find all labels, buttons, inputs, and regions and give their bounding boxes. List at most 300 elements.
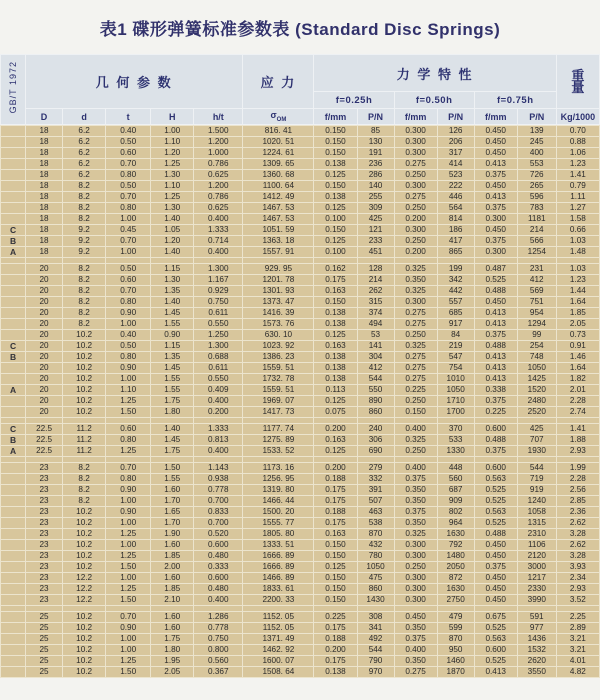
data-cell: 1.82: [557, 374, 599, 384]
data-cell: 0.80: [106, 435, 150, 445]
data-cell: 0.400: [395, 463, 437, 473]
data-cell: 507: [358, 496, 394, 506]
data-cell: 1666. 89: [243, 562, 313, 572]
data-cell: 20: [26, 374, 62, 384]
data-cell: 0.600: [475, 463, 517, 473]
data-cell: 306: [358, 435, 394, 445]
data-cell: 3990: [518, 595, 556, 605]
data-cell: 0.70: [106, 286, 150, 296]
data-cell: 475: [358, 573, 394, 583]
data-cell: 550: [358, 385, 394, 395]
series-marker-cell: [1, 126, 25, 136]
data-cell: 0.325: [395, 264, 437, 274]
data-cell: 0.375: [475, 330, 517, 340]
data-cell: 0.375: [475, 396, 517, 406]
data-cell: 0.563: [475, 634, 517, 644]
data-cell: 1240: [518, 496, 556, 506]
series-marker-cell: [1, 308, 25, 318]
data-cell: 1050: [358, 562, 394, 572]
data-cell: 964: [438, 518, 474, 528]
data-cell: 0.600: [475, 645, 517, 655]
data-cell: 970: [358, 667, 394, 677]
table-row: [1, 341, 599, 351]
data-cell: 1.25: [151, 192, 193, 202]
data-cell: 1.75: [151, 446, 193, 456]
data-cell: 286: [358, 170, 394, 180]
data-cell: 0.375: [395, 507, 437, 517]
data-cell: 10.2: [63, 667, 105, 677]
data-cell: 0.90: [151, 330, 193, 340]
data-cell: 0.450: [475, 181, 517, 191]
data-cell: 1010: [438, 374, 474, 384]
data-cell: 0.700: [194, 518, 242, 528]
data-cell: 8.2: [63, 264, 105, 274]
data-cell: 12.2: [63, 595, 105, 605]
data-cell: 1.10: [151, 137, 193, 147]
data-cell: 0.250: [395, 170, 437, 180]
data-cell: 0.70: [106, 463, 150, 473]
data-cell: 0.138: [314, 308, 356, 318]
data-cell: 0.163: [314, 435, 356, 445]
data-cell: 3.28: [557, 529, 599, 539]
data-cell: 553: [518, 159, 556, 169]
table-row: [1, 623, 599, 633]
data-cell: 10.2: [63, 540, 105, 550]
data-cell: 1.50: [151, 463, 193, 473]
data-cell: 977: [518, 623, 556, 633]
data-cell: 479: [438, 612, 474, 622]
data-cell: 754: [438, 363, 474, 373]
data-cell: 219: [438, 341, 474, 351]
data-cell: 0.625: [194, 170, 242, 180]
data-cell: 23: [26, 474, 62, 484]
data-cell: 0.125: [314, 446, 356, 456]
data-cell: 0.333: [194, 562, 242, 572]
data-cell: 10.2: [63, 374, 105, 384]
data-cell: 1.60: [151, 540, 193, 550]
data-cell: 121: [358, 225, 394, 235]
data-cell: 1.00: [106, 319, 150, 329]
data-cell: 332: [358, 474, 394, 484]
data-cell: 0.50: [106, 137, 150, 147]
data-cell: 0.786: [194, 159, 242, 169]
data-cell: 6.2: [63, 170, 105, 180]
data-cell: 0.200: [314, 645, 356, 655]
data-cell: 0.400: [395, 645, 437, 655]
data-cell: 417: [438, 236, 474, 246]
series-marker-cell: [1, 656, 25, 666]
series-marker-cell: [1, 540, 25, 550]
data-cell: 1.200: [194, 137, 242, 147]
table-row: [1, 126, 599, 136]
data-cell: 199: [438, 264, 474, 274]
data-cell: 0.778: [194, 485, 242, 495]
data-cell: 0.138: [314, 352, 356, 362]
data-cell: 1.45: [151, 308, 193, 318]
table-row: [1, 496, 599, 506]
series-marker-cell: [1, 170, 25, 180]
data-cell: 0.70: [106, 192, 150, 202]
data-cell: 0.91: [557, 341, 599, 351]
data-cell: 0.150: [314, 573, 356, 583]
data-cell: 10.2: [63, 363, 105, 373]
data-cell: 10.2: [63, 385, 105, 395]
series-marker-cell: [1, 496, 25, 506]
data-cell: 3.28: [557, 551, 599, 561]
data-cell: 0.786: [194, 192, 242, 202]
data-cell: 1.25: [106, 396, 150, 406]
data-cell: 0.750: [194, 634, 242, 644]
table-row: [1, 170, 599, 180]
data-cell: 10.2: [63, 330, 105, 340]
data-cell: 141: [358, 341, 394, 351]
spring-table-header: [0, 54, 600, 125]
data-cell: 0.375: [475, 236, 517, 246]
data-cell: 8.2: [63, 308, 105, 318]
series-marker-cell: [1, 584, 25, 594]
data-cell: 0.400: [395, 424, 437, 434]
data-cell: 0.450: [475, 137, 517, 147]
data-cell: 139: [518, 126, 556, 136]
data-cell: 0.73: [557, 330, 599, 340]
data-cell: 1319. 80: [243, 485, 313, 495]
data-cell: 1430: [358, 595, 394, 605]
series-marker-cell: [1, 203, 25, 213]
data-cell: 0.175: [314, 656, 356, 666]
data-cell: 18: [26, 247, 62, 257]
table-row: [1, 645, 599, 655]
data-cell: 0.125: [314, 396, 356, 406]
data-cell: 1.06: [557, 148, 599, 158]
data-cell: 0.188: [314, 634, 356, 644]
standard-label: GB/T 1972: [1, 55, 25, 124]
data-cell: 0.400: [194, 214, 242, 224]
table-row: [1, 275, 599, 285]
data-cell: 18: [26, 170, 62, 180]
series-marker-cell: [1, 407, 25, 417]
data-cell: 1532: [518, 645, 556, 655]
data-cell: 1201. 78: [243, 275, 313, 285]
data-cell: 0.250: [395, 330, 437, 340]
data-cell: 1436: [518, 634, 556, 644]
data-cell: 1.58: [557, 214, 599, 224]
table-row: [1, 529, 599, 539]
data-cell: 23: [26, 485, 62, 495]
data-cell: 442: [438, 286, 474, 296]
data-cell: 0.275: [395, 308, 437, 318]
data-cell: 0.800: [194, 645, 242, 655]
table-row: [1, 159, 599, 169]
data-cell: 255: [358, 192, 394, 202]
data-cell: 0.833: [194, 507, 242, 517]
data-cell: 0.79: [557, 181, 599, 191]
col-f075-pn: P/N: [518, 109, 556, 124]
data-cell: 0.600: [194, 540, 242, 550]
data-cell: 0.375: [475, 170, 517, 180]
data-cell: 25: [26, 634, 62, 644]
col-f050-fmm: f/mm: [395, 109, 437, 124]
data-cell: 463: [358, 507, 394, 517]
spring-table-body: [0, 125, 600, 678]
data-cell: 919: [518, 485, 556, 495]
table-row: [1, 330, 599, 340]
series-marker-cell: C: [1, 424, 25, 434]
data-cell: 240: [358, 424, 394, 434]
data-cell: 315: [358, 297, 394, 307]
data-cell: 1.64: [557, 297, 599, 307]
data-cell: 790: [358, 656, 394, 666]
data-cell: 890: [358, 396, 394, 406]
data-cell: 1.60: [151, 612, 193, 622]
data-cell: 0.163: [314, 341, 356, 351]
data-cell: 2.10: [151, 595, 193, 605]
col-kg: Kg/1000: [557, 109, 599, 124]
data-cell: 0.525: [475, 496, 517, 506]
data-cell: 0.275: [395, 352, 437, 362]
data-cell: 1.85: [151, 584, 193, 594]
data-cell: 748: [518, 352, 556, 362]
data-cell: 3.21: [557, 645, 599, 655]
data-cell: 25: [26, 667, 62, 677]
data-cell: 0.250: [395, 562, 437, 572]
deflection-075-header: f=0.75h: [475, 92, 556, 108]
data-cell: 0.300: [395, 297, 437, 307]
sigma-subscript: OM: [276, 116, 287, 123]
data-cell: 0.611: [194, 363, 242, 373]
data-cell: 1050: [438, 385, 474, 395]
data-cell: 2.62: [557, 540, 599, 550]
data-cell: 865: [438, 247, 474, 257]
data-cell: 0.150: [314, 584, 356, 594]
data-cell: 0.300: [395, 181, 437, 191]
data-cell: 1.00: [106, 496, 150, 506]
data-cell: 1.85: [151, 551, 193, 561]
data-cell: 0.80: [106, 474, 150, 484]
data-cell: 1805. 80: [243, 529, 313, 539]
data-cell: 1.03: [557, 264, 599, 274]
weight-group-header: [557, 55, 599, 108]
group-separator: [1, 258, 599, 263]
data-cell: 1181: [518, 214, 556, 224]
data-cell: 0.413: [475, 363, 517, 373]
data-cell: 492: [358, 634, 394, 644]
data-cell: 10.2: [63, 562, 105, 572]
data-cell: 446: [438, 192, 474, 202]
data-cell: 2050: [438, 562, 474, 572]
data-cell: 0.075: [314, 407, 356, 417]
data-cell: 10.2: [63, 612, 105, 622]
data-cell: 547: [438, 352, 474, 362]
data-cell: 0.325: [395, 435, 437, 445]
data-cell: 917: [438, 319, 474, 329]
data-cell: 20: [26, 385, 62, 395]
data-cell: 0.450: [475, 540, 517, 550]
data-cell: 0.60: [106, 424, 150, 434]
data-cell: 1363. 18: [243, 236, 313, 246]
data-cell: 2.74: [557, 407, 599, 417]
col-f050-pn: P/N: [438, 109, 474, 124]
data-cell: 0.250: [395, 203, 437, 213]
data-cell: 1373. 47: [243, 297, 313, 307]
data-cell: 0.60: [106, 148, 150, 158]
data-cell: 22.5: [26, 446, 62, 456]
data-cell: 6.2: [63, 159, 105, 169]
table-row: [1, 446, 599, 456]
data-cell: 0.50: [106, 264, 150, 274]
data-cell: 1.25: [106, 656, 150, 666]
data-cell: 1559. 51: [243, 385, 313, 395]
data-cell: 1.10: [106, 385, 150, 395]
data-cell: 8.2: [63, 203, 105, 213]
data-cell: 0.175: [314, 518, 356, 528]
data-cell: 1555. 77: [243, 518, 313, 528]
data-cell: 233: [358, 236, 394, 246]
data-cell: 1.00: [106, 374, 150, 384]
data-cell: 1177. 74: [243, 424, 313, 434]
data-cell: 0.250: [395, 396, 437, 406]
data-cell: 1152. 05: [243, 612, 313, 622]
series-marker-cell: A: [1, 247, 25, 257]
data-cell: 8.2: [63, 192, 105, 202]
data-cell: 0.525: [475, 485, 517, 495]
data-cell: 0.150: [314, 595, 356, 605]
data-cell: 596: [518, 192, 556, 202]
table-row: [1, 297, 599, 307]
data-cell: 0.150: [314, 540, 356, 550]
data-cell: 18: [26, 225, 62, 235]
stress-group-header: 应 力: [243, 55, 313, 108]
data-cell: 1557. 91: [243, 247, 313, 257]
data-cell: 783: [518, 203, 556, 213]
data-cell: 214: [358, 275, 394, 285]
col-f025-pn: P/N: [358, 109, 394, 124]
data-cell: 0.488: [475, 435, 517, 445]
data-cell: 0.275: [395, 667, 437, 677]
data-cell: 0.413: [475, 667, 517, 677]
data-cell: 1051. 59: [243, 225, 313, 235]
data-cell: 0.150: [314, 137, 356, 147]
data-cell: 1224. 61: [243, 148, 313, 158]
data-cell: 0.300: [395, 225, 437, 235]
data-cell: 11.2: [63, 435, 105, 445]
data-cell: 1.46: [557, 352, 599, 362]
data-cell: 0.50: [106, 181, 150, 191]
data-cell: 0.200: [314, 463, 356, 473]
table-row: [1, 236, 599, 246]
data-cell: 2750: [438, 595, 474, 605]
series-marker-cell: B: [1, 236, 25, 246]
data-cell: 1.500: [194, 126, 242, 136]
data-cell: 0.188: [314, 474, 356, 484]
data-cell: 1.300: [194, 264, 242, 274]
sigma-symbol: σ: [270, 110, 277, 121]
data-cell: 18: [26, 159, 62, 169]
data-cell: 0.80: [106, 352, 150, 362]
data-cell: 814: [438, 214, 474, 224]
data-cell: 8.2: [63, 275, 105, 285]
series-marker-cell: C: [1, 225, 25, 235]
data-cell: 1.70: [151, 518, 193, 528]
data-cell: 0.300: [475, 247, 517, 257]
table-row: [1, 181, 599, 191]
data-cell: 1.88: [557, 435, 599, 445]
data-cell: 1930: [518, 446, 556, 456]
data-cell: 1.333: [194, 424, 242, 434]
data-cell: 425: [518, 424, 556, 434]
data-cell: 0.450: [475, 584, 517, 594]
data-cell: 18: [26, 203, 62, 213]
data-cell: 0.300: [395, 584, 437, 594]
data-cell: 690: [358, 446, 394, 456]
geometry-group-header: 几 何 参 数: [26, 55, 242, 108]
data-cell: 448: [438, 463, 474, 473]
data-cell: 1.41: [557, 170, 599, 180]
data-cell: 0.175: [314, 485, 356, 495]
data-cell: 1.00: [106, 518, 150, 528]
data-cell: 11.2: [63, 424, 105, 434]
data-cell: 23: [26, 507, 62, 517]
data-cell: 262: [358, 286, 394, 296]
data-cell: 1254: [518, 247, 556, 257]
data-cell: 751: [518, 297, 556, 307]
data-cell: 2620: [518, 656, 556, 666]
data-cell: 2.05: [151, 667, 193, 677]
data-cell: 1.27: [557, 203, 599, 213]
data-cell: 0.90: [106, 308, 150, 318]
data-cell: 1.000: [194, 148, 242, 158]
data-cell: 0.150: [314, 126, 356, 136]
data-cell: 1173. 16: [243, 463, 313, 473]
data-cell: 2.28: [557, 474, 599, 484]
data-cell: 25: [26, 645, 62, 655]
data-cell: 0.938: [194, 474, 242, 484]
data-cell: 1.64: [557, 363, 599, 373]
data-cell: 929. 95: [243, 264, 313, 274]
data-cell: 1700: [438, 407, 474, 417]
page-header: [0, 0, 600, 54]
data-cell: 0.225: [314, 612, 356, 622]
data-cell: 2.25: [557, 612, 599, 622]
data-cell: 0.300: [475, 214, 517, 224]
data-cell: 11.2: [63, 446, 105, 456]
data-cell: 236: [358, 159, 394, 169]
data-cell: 10.2: [63, 645, 105, 655]
data-cell: 0.550: [194, 319, 242, 329]
data-cell: 0.350: [395, 496, 437, 506]
table-row: [1, 264, 599, 274]
data-cell: 1.35: [151, 286, 193, 296]
data-cell: 0.175: [314, 496, 356, 506]
data-cell: 20: [26, 363, 62, 373]
data-cell: 726: [518, 170, 556, 180]
data-cell: 0.150: [314, 181, 356, 191]
group-separator: [1, 457, 599, 462]
data-cell: 0.125: [314, 330, 356, 340]
data-cell: 1386. 23: [243, 352, 313, 362]
data-cell: 414: [438, 159, 474, 169]
data-cell: 85: [358, 126, 394, 136]
data-cell: 1.35: [151, 352, 193, 362]
data-cell: 1020. 51: [243, 137, 313, 147]
data-cell: 1466. 44: [243, 496, 313, 506]
data-cell: 370: [438, 424, 474, 434]
table-row: [1, 656, 599, 666]
data-cell: 1732. 78: [243, 374, 313, 384]
data-cell: 23: [26, 573, 62, 583]
data-cell: 1.40: [151, 247, 193, 257]
data-cell: 0.175: [314, 623, 356, 633]
data-cell: 0.150: [314, 148, 356, 158]
